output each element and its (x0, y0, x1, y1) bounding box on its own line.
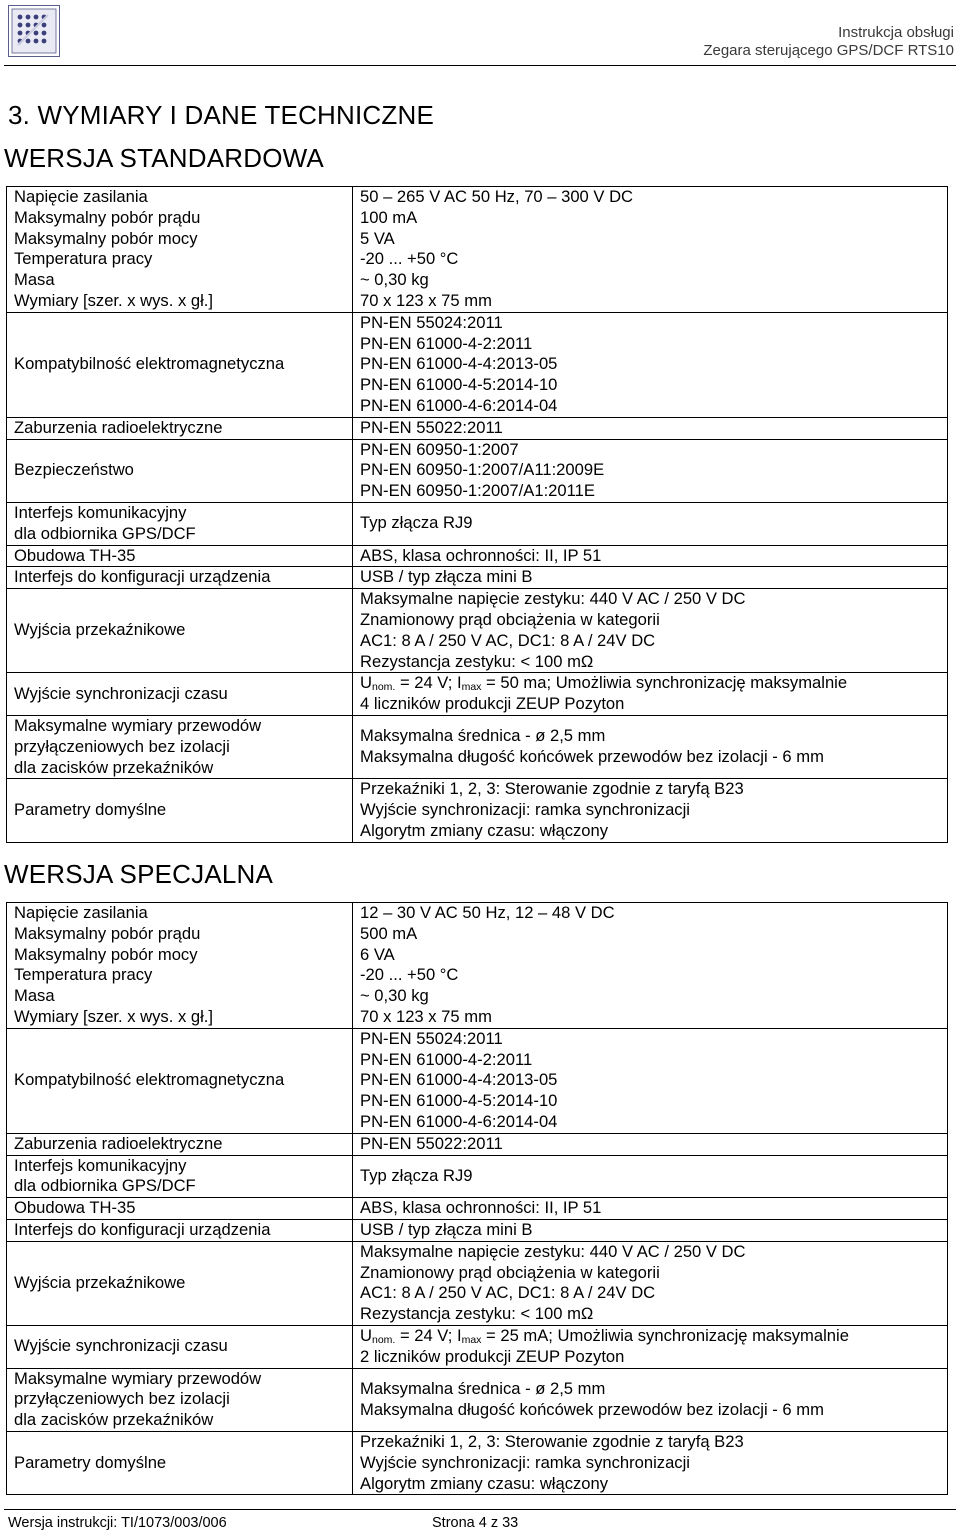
current-text: = 50 ma; Umożliwia synchronizację maksymalnie (481, 673, 848, 693)
spec-value: 12 – 30 V AC 50 Hz, 12 – 48 V DC (353, 903, 948, 924)
spec-label-line: dla zacisków przekaźników (14, 1410, 214, 1430)
spec-value (353, 1325, 948, 1368)
spec-label: Wyjścia przekaźnikowe (7, 1241, 353, 1325)
table-row (7, 567, 948, 589)
spec-value (353, 1241, 948, 1325)
spec-value: Typ złącza RJ9 (353, 502, 948, 545)
spec-value-line: Znamionowy prąd obciążenia w kategorii (360, 1262, 660, 1282)
page-header (0, 0, 960, 72)
spec-value-line: Maksymalna średnica - ø 2,5 mm (360, 726, 606, 746)
spec-label-line: Interfejs komunikacyjny (14, 1155, 187, 1175)
spec-value: Typ złącza RJ9 (353, 1155, 948, 1198)
spec-label: Obudowa TH-35 (7, 545, 353, 567)
spec-label: Wyjścia przekaźnikowe (7, 589, 353, 673)
table-row (7, 945, 948, 966)
document-title-line2: Zegara sterującego GPS/DCF RTS10 (703, 42, 954, 59)
special-version-heading: WERSJA SPECJALNA (4, 859, 274, 889)
spec-label: Maksymalny pobór mocy (7, 229, 353, 250)
section-heading: 3. WYMIARY I DANE TECHNICZNE (8, 100, 435, 130)
table-row (7, 673, 948, 716)
spec-label-line: Interfejs komunikacyjny (14, 502, 187, 522)
spec-value-line: Rezystancja zestyku: < 100 mΩ (360, 1304, 594, 1324)
symbol-u: U (360, 1325, 372, 1345)
spec-label: Interfejs do konfiguracji urządzenia (7, 567, 353, 589)
spec-value: USB / typ złącza mini B (353, 567, 948, 589)
spec-value-line: PN-EN 61000-4-4:2013-05 (360, 1070, 558, 1090)
spec-label-line: przyłączeniowych bez izolacji (14, 736, 230, 756)
footer-version: Wersja instrukcji: TI/1073/003/006 (8, 1515, 227, 1531)
spec-value-line: Znamionowy prąd obciążenia w kategorii (360, 609, 660, 629)
table-row (7, 312, 948, 417)
spec-value: PN-EN 55022:2011 (353, 417, 948, 439)
table-row (7, 903, 948, 924)
spec-label (7, 1155, 353, 1198)
spec-value (353, 1028, 948, 1133)
spec-value: ABS, klasa ochronności: II, IP 51 (353, 545, 948, 567)
table-row (7, 439, 948, 502)
spec-value: -20 ... +50 °C (353, 249, 948, 270)
current-text: = 25 mA; Umożliwia synchronizację maksymalnie (481, 1325, 849, 1345)
spec-value-line: 2 liczników produkcji ZEUP Pozyton (360, 1346, 625, 1366)
spec-label-line: Maksymalne wymiary przewodów (14, 1368, 262, 1388)
spec-value (353, 1431, 948, 1494)
spec-value (353, 439, 948, 502)
table-row (7, 924, 948, 945)
table-row (7, 986, 948, 1007)
spec-value-line: Algorytm zmiany czasu: włączony (360, 820, 609, 840)
table-row (7, 545, 948, 567)
table-row (7, 1241, 948, 1325)
document-title-line1: Instrukcja obsługi (838, 24, 954, 41)
spec-value-line: PN-EN 61000-4-2:2011 (360, 1049, 533, 1069)
footer-divider (4, 1509, 956, 1510)
spec-value-line: Wyjście synchronizacji: ramka synchronizacji (360, 1452, 690, 1472)
table-row (7, 589, 948, 673)
table-row (7, 779, 948, 842)
spec-value-line (360, 1326, 940, 1347)
standard-spec-table (6, 186, 948, 843)
spec-value: ABS, klasa ochronności: II, IP 51 (353, 1198, 948, 1220)
spec-value: 100 mA (353, 208, 948, 229)
spec-label: Parametry domyślne (7, 779, 353, 842)
spec-label: Maksymalny pobór prądu (7, 208, 353, 229)
table-row (7, 1431, 948, 1494)
spec-label: Obudowa TH-35 (7, 1198, 353, 1220)
spec-value-line: PN-EN 55024:2011 (360, 312, 503, 332)
spec-value-line: PN-EN 60950-1:2007 (360, 439, 519, 459)
spec-value: ~ 0,30 kg (353, 270, 948, 291)
spec-value: 50 – 265 V AC 50 Hz, 70 – 300 V DC (353, 187, 948, 208)
spec-value: -20 ... +50 °C (353, 965, 948, 986)
spec-value-line: PN-EN 60950-1:2007/A1:2011E (360, 481, 595, 501)
document-title (703, 24, 954, 60)
spec-value-line (360, 673, 940, 694)
table-row (7, 1028, 948, 1133)
table-row (7, 502, 948, 545)
spec-label: Zaburzenia radioelektryczne (7, 417, 353, 439)
spec-value-line: Przekaźniki 1, 2, 3: Sterowanie zgodnie z taryfą B23 (360, 779, 744, 799)
spec-value: PN-EN 55022:2011 (353, 1133, 948, 1155)
spec-value-line: Maksymalne napięcie zestyku: 440 V AC / 250 V DC (360, 1241, 746, 1261)
spec-value: 70 x 123 x 75 mm (353, 1007, 948, 1028)
voltage-text: = 24 V; I (395, 673, 462, 693)
spec-label (7, 1368, 353, 1431)
spec-value (353, 589, 948, 673)
spec-label: Wymiary [szer. x wys. x gł.] (7, 291, 353, 312)
spec-value (353, 312, 948, 417)
spec-value-line: AC1: 8 A / 250 V AC, DC1: 8 A / 24V DC (360, 630, 656, 650)
subscript-max: max (461, 1333, 482, 1346)
footer-page-number: Strona 4 z 33 (432, 1515, 519, 1531)
spec-label-line: dla odbiornika GPS/DCF (14, 523, 196, 543)
table-row (7, 229, 948, 250)
spec-value-line: PN-EN 61000-4-6:2014-04 (360, 395, 558, 415)
table-row (7, 1219, 948, 1241)
spec-label: Wyjście synchronizacji czasu (7, 673, 353, 716)
table-row (7, 187, 948, 208)
header-divider (4, 65, 956, 66)
spec-value-line: Algorytm zmiany czasu: włączony (360, 1473, 609, 1493)
spec-label: Kompatybilność elektromagnetyczna (7, 312, 353, 417)
spec-label: Interfejs do konfiguracji urządzenia (7, 1219, 353, 1241)
subscript-nom: nom. (371, 1333, 396, 1346)
spec-label (7, 715, 353, 778)
spec-label-line: dla odbiornika GPS/DCF (14, 1176, 196, 1196)
table-row (7, 1325, 948, 1368)
spec-value (353, 779, 948, 842)
spec-label: Wymiary [szer. x wys. x gł.] (7, 1007, 353, 1028)
spec-value-line: Maksymalne napięcie zestyku: 440 V AC / 250 V DC (360, 589, 746, 609)
table-row (7, 1155, 948, 1198)
subscript-max: max (461, 681, 482, 694)
spec-value-line: Rezystancja zestyku: < 100 mΩ (360, 651, 594, 671)
spec-value: 500 mA (353, 924, 948, 945)
spec-value-line: PN-EN 61000-4-5:2014-10 (360, 1091, 558, 1111)
spec-label: Maksymalny pobór prądu (7, 924, 353, 945)
voltage-text: = 24 V; I (395, 1325, 462, 1345)
spec-label: Kompatybilność elektromagnetyczna (7, 1028, 353, 1133)
table-row (7, 249, 948, 270)
spec-label: Napięcie zasilania (7, 903, 353, 924)
spec-value-line: PN-EN 61000-4-6:2014-04 (360, 1111, 558, 1131)
spec-label: Masa (7, 986, 353, 1007)
spec-label (7, 502, 353, 545)
spec-value-line: Maksymalna długość końcówek przewodów bez izolacji - 6 mm (360, 1399, 824, 1419)
company-logo-icon (8, 5, 60, 57)
spec-value-line: 4 liczników produkcji ZEUP Pozyton (360, 694, 625, 714)
spec-value (353, 715, 948, 778)
table-row (7, 1133, 948, 1155)
spec-value: 6 VA (353, 945, 948, 966)
spec-value-line: PN-EN 61000-4-4:2013-05 (360, 354, 558, 374)
spec-label: Wyjście synchronizacji czasu (7, 1325, 353, 1368)
table-row (7, 291, 948, 312)
spec-label: Temperatura pracy (7, 249, 353, 270)
spec-label: Maksymalny pobór mocy (7, 945, 353, 966)
table-row (7, 270, 948, 291)
spec-value-line: AC1: 8 A / 250 V AC, DC1: 8 A / 24V DC (360, 1283, 656, 1303)
spec-value: 5 VA (353, 229, 948, 250)
spec-value-line: PN-EN 61000-4-2:2011 (360, 333, 533, 353)
table-row (7, 1368, 948, 1431)
spec-value-line: Maksymalna średnica - ø 2,5 mm (360, 1378, 606, 1398)
table-row (7, 208, 948, 229)
spec-value-line: Maksymalna długość końcówek przewodów bez izolacji - 6 mm (360, 747, 824, 767)
standard-version-heading: WERSJA STANDARDOWA (4, 143, 324, 173)
symbol-u: U (360, 673, 372, 693)
table-row (7, 965, 948, 986)
spec-label: Temperatura pracy (7, 965, 353, 986)
table-row (7, 1198, 948, 1220)
spec-value-line: PN-EN 55024:2011 (360, 1028, 503, 1048)
subscript-nom: nom. (371, 681, 396, 694)
spec-label-line: Maksymalne wymiary przewodów (14, 715, 262, 735)
table-row (7, 417, 948, 439)
spec-value (353, 1368, 948, 1431)
spec-value-line: Wyjście synchronizacji: ramka synchronizacji (360, 800, 690, 820)
table-row (7, 715, 948, 778)
spec-value-line: Przekaźniki 1, 2, 3: Sterowanie zgodnie z taryfą B23 (360, 1431, 744, 1451)
special-spec-table (6, 902, 948, 1495)
spec-value: ~ 0,30 kg (353, 986, 948, 1007)
spec-label: Zaburzenia radioelektryczne (7, 1133, 353, 1155)
spec-label-line: dla zacisków przekaźników (14, 757, 214, 777)
spec-label: Masa (7, 270, 353, 291)
spec-value: 70 x 123 x 75 mm (353, 291, 948, 312)
spec-value: USB / typ złącza mini B (353, 1219, 948, 1241)
spec-value-line: PN-EN 60950-1:2007/A11:2009E (360, 460, 605, 480)
spec-label: Parametry domyślne (7, 1431, 353, 1494)
spec-label: Napięcie zasilania (7, 187, 353, 208)
table-row (7, 1007, 948, 1028)
spec-label: Bezpieczeństwo (7, 439, 353, 502)
spec-label-line: przyłączeniowych bez izolacji (14, 1389, 230, 1409)
spec-value-line: PN-EN 61000-4-5:2014-10 (360, 375, 558, 395)
spec-value (353, 673, 948, 716)
